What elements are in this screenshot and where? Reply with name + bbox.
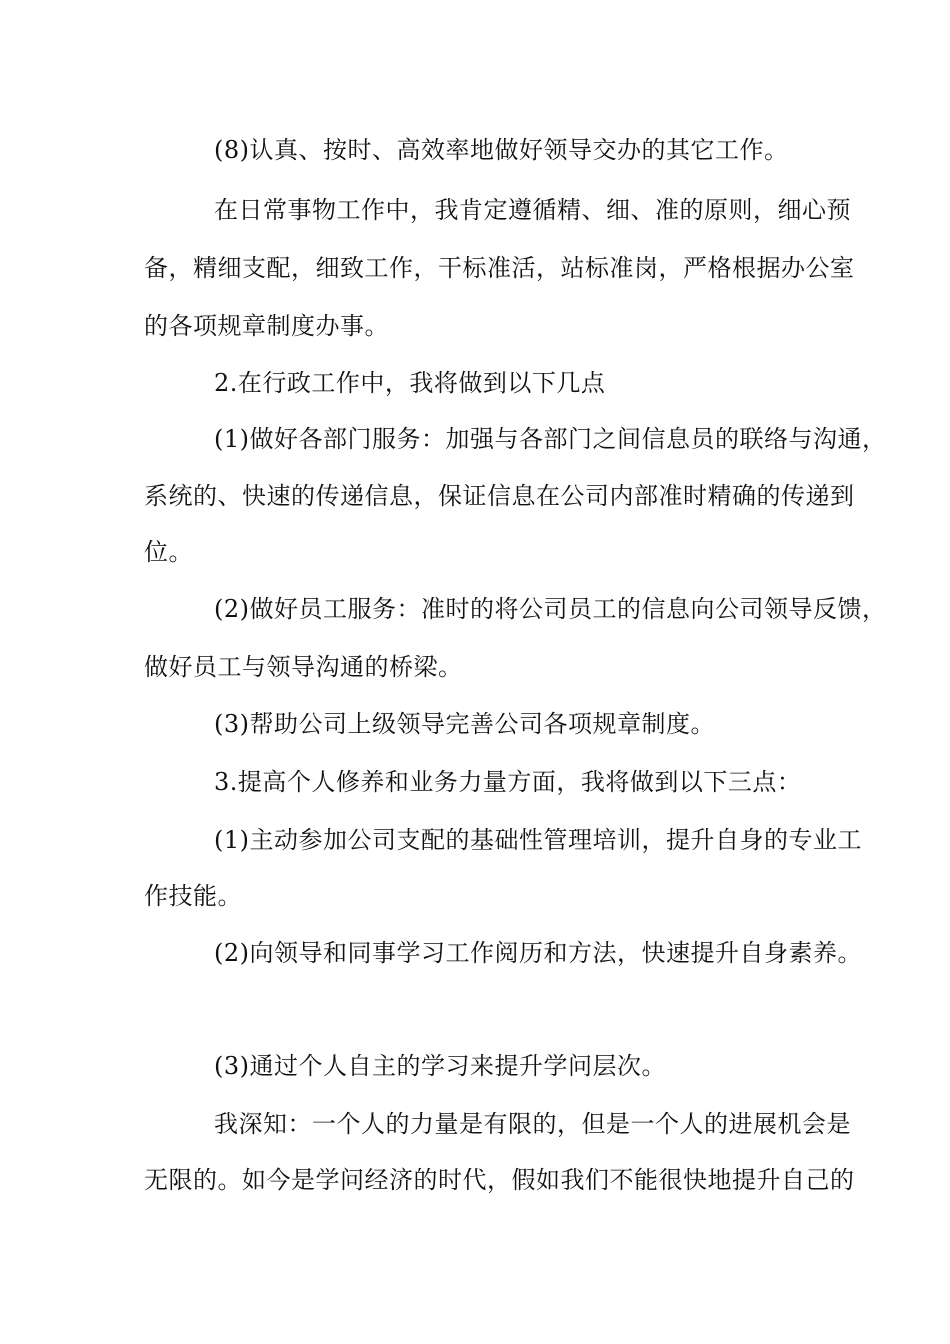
text-line: (1)主动参加公司支配的基础性管理培训，提升自身的专业工: [214, 826, 862, 854]
text-line: (3)帮助公司上级领导完善公司各项规章制度。: [214, 710, 715, 738]
text-line: 2.在行政工作中，我将做到以下几点: [214, 369, 606, 397]
text-line: (1)做好各部门服务：加强与各部门之间信息员的联络与沟通，: [214, 425, 887, 453]
text-line: 系统的、快速的传递信息，保证信息在公司内部准时精确的传递到: [144, 482, 855, 510]
text-line: 的各项规章制度办事。: [144, 312, 389, 340]
text-line: (2)向领导和同事学习工作阅历和方法，快速提升自身素养。: [214, 939, 862, 967]
text-line: 备，精细支配，细致工作，干标准活，站标准岗，严格根据办公室: [144, 254, 855, 282]
text-line: 在日常事物工作中，我肯定遵循精、细、准的原则，细心预: [214, 196, 851, 224]
text-line: 位。: [144, 538, 193, 566]
text-line: 作技能。: [144, 882, 242, 910]
text-line: 做好员工与领导沟通的桥梁。: [144, 653, 463, 681]
text-line: (8)认真、按时、高效率地做好领导交办的其它工作。: [214, 136, 789, 164]
text-line: 我深知：一个人的力量是有限的，但是一个人的进展机会是: [214, 1110, 851, 1138]
text-line: 3.提高个人修养和业务力量方面，我将做到以下三点：: [214, 768, 802, 796]
text-line: (2)做好员工服务：准时的将公司员工的信息向公司领导反馈，: [214, 595, 887, 623]
text-line: (3)通过个人自主的学习来提升学问层次。: [214, 1052, 666, 1080]
text-line: 无限的。如今是学问经济的时代，假如我们不能很快地提升自己的: [144, 1166, 855, 1194]
